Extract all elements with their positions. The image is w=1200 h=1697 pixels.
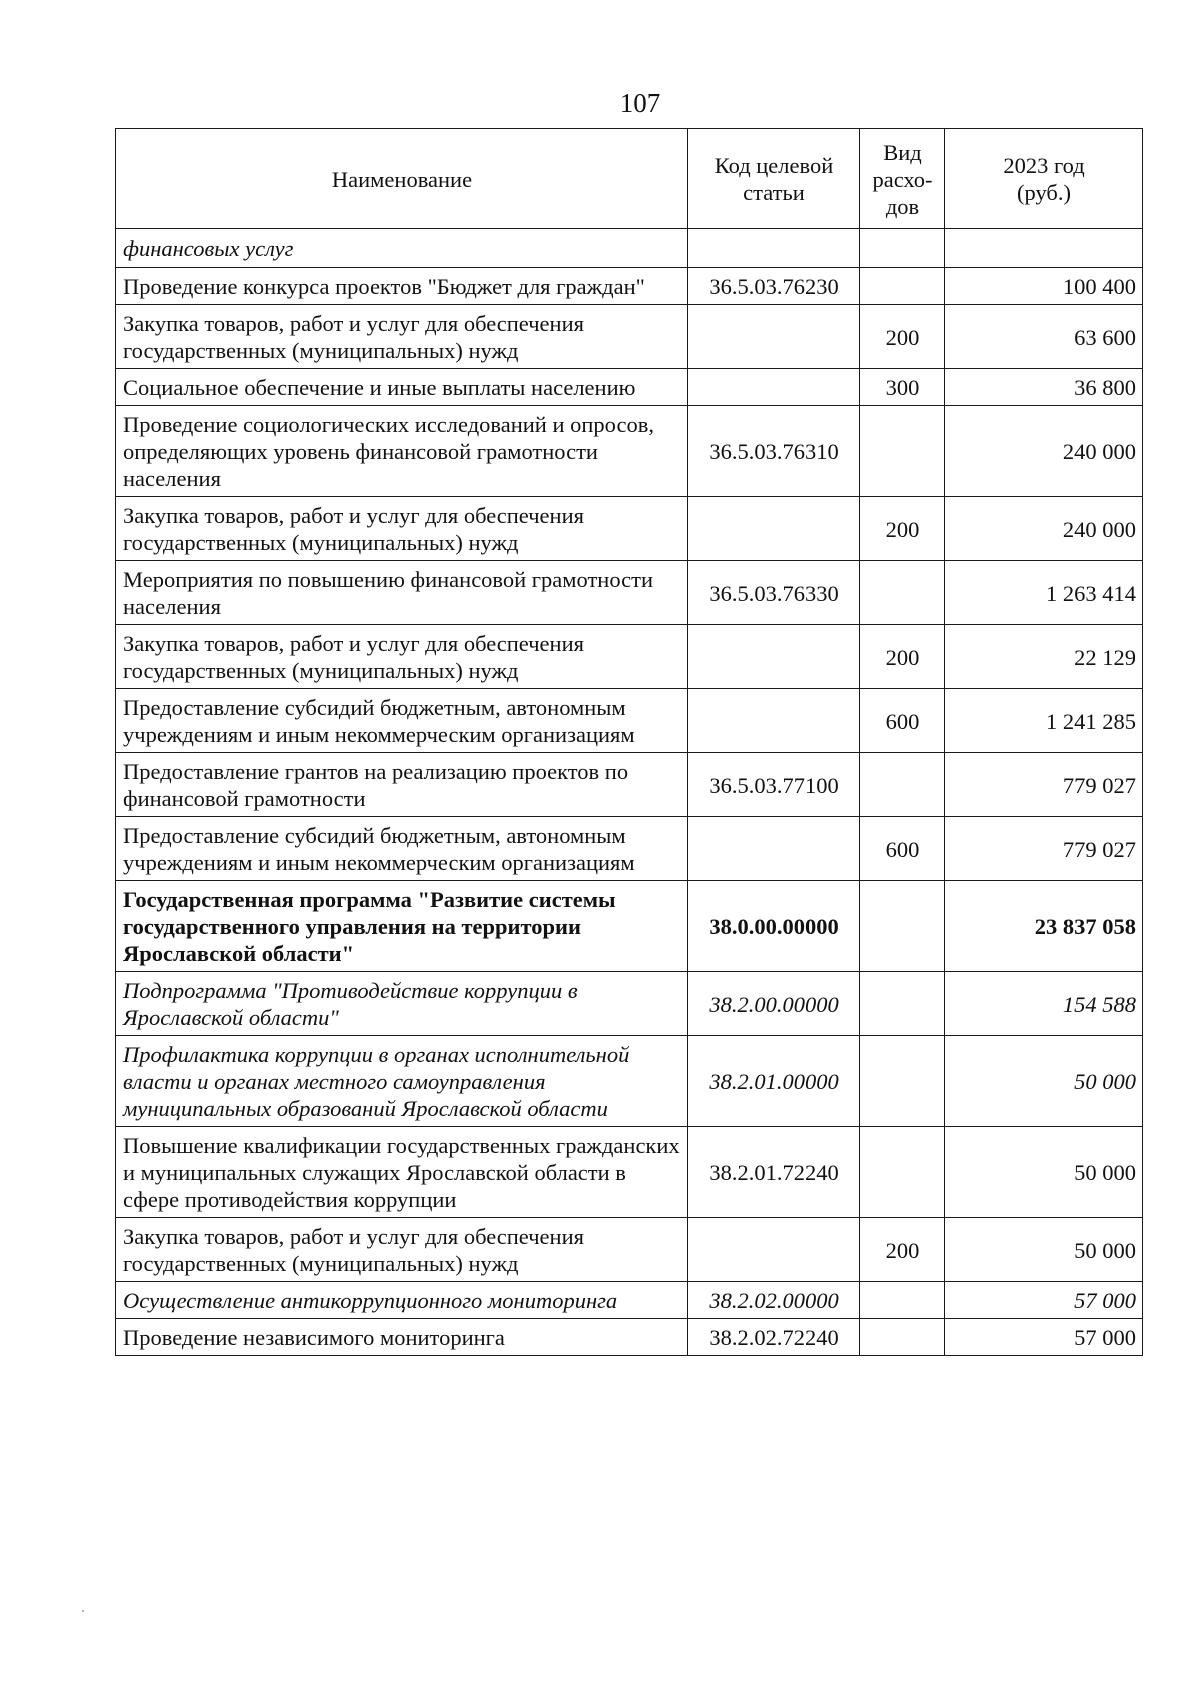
table-row: [116, 268, 1143, 305]
header-name-label: Наименование: [331, 166, 473, 192]
cell-name: Подпрограмма "Противодействие коррупции в Ярославской области": [116, 972, 688, 1036]
cell-kind: [860, 972, 945, 1036]
cell-amount: 57 000: [945, 1282, 1143, 1319]
cell-code: 38.0.00.00000: [688, 881, 860, 972]
table-row: [116, 229, 1143, 268]
cell-amount: 240 000: [945, 497, 1143, 561]
cell-code: [688, 305, 860, 369]
cell-code: 38.2.02.00000: [688, 1282, 860, 1319]
cell-code: [688, 229, 860, 268]
table-row: [116, 497, 1143, 561]
table-row: [116, 406, 1143, 497]
header-kind: Вид расхо- дов: [860, 129, 945, 229]
cell-amount: 50 000: [945, 1218, 1143, 1282]
table-body: [116, 229, 1143, 1356]
table-row: [116, 1127, 1143, 1218]
cell-kind: [860, 561, 945, 625]
table-row: [116, 369, 1143, 406]
cell-name: Мероприятия по повышению финансовой грамотности населения: [116, 561, 688, 625]
cell-amount: 1 263 414: [945, 561, 1143, 625]
cell-amount: 100 400: [945, 268, 1143, 305]
header-name: [116, 129, 688, 229]
scan-speck: [82, 1610, 84, 1612]
page-number: 107: [619, 88, 661, 118]
cell-code: [688, 817, 860, 881]
cell-name: Проведение независимого мониторинга: [116, 1319, 688, 1356]
cell-kind: 200: [860, 1218, 945, 1282]
cell-kind: 600: [860, 689, 945, 753]
cell-kind: 200: [860, 305, 945, 369]
cell-kind: [860, 1036, 945, 1127]
cell-amount: 23 837 058: [945, 881, 1143, 972]
cell-code: [688, 369, 860, 406]
table-row: [116, 753, 1143, 817]
cell-code: 38.2.01.00000: [688, 1036, 860, 1127]
cell-kind: 200: [860, 625, 945, 689]
cell-amount: 36 800: [945, 369, 1143, 406]
cell-amount: 779 027: [945, 753, 1143, 817]
cell-name: Закупка товаров, работ и услуг для обеспечения государственных (муниципальных) нужд: [116, 497, 688, 561]
cell-name: Закупка товаров, работ и услуг для обеспечения государственных (муниципальных) нужд: [116, 625, 688, 689]
table-row: [116, 1218, 1143, 1282]
cell-kind: [860, 881, 945, 972]
cell-code: [688, 689, 860, 753]
cell-kind: [860, 229, 945, 268]
cell-name: финансовых услуг: [116, 229, 688, 268]
cell-amount: 240 000: [945, 406, 1143, 497]
table-header-row: [116, 129, 1143, 229]
cell-amount: 50 000: [945, 1127, 1143, 1218]
cell-code: 38.2.00.00000: [688, 972, 860, 1036]
cell-name: Проведение конкурса проектов "Бюджет для граждан": [116, 268, 688, 305]
cell-name: Закупка товаров, работ и услуг для обеспечения государственных (муниципальных) нужд: [116, 305, 688, 369]
cell-name: Повышение квалификации государственных гражданских и муниципальных служащих Ярославской области в сфере противодействия коррупции: [116, 1127, 688, 1218]
header-amount: 2023 год (руб.): [945, 129, 1143, 229]
table-row: [116, 625, 1143, 689]
table-row: [116, 689, 1143, 753]
budget-table: [115, 128, 1143, 1356]
cell-code: 36.5.03.76230: [688, 268, 860, 305]
cell-code: 36.5.03.76310: [688, 406, 860, 497]
cell-name: Социальное обеспечение и иные выплаты населению: [116, 369, 688, 406]
table-row: [116, 1282, 1143, 1319]
table-row: [116, 972, 1143, 1036]
cell-code: [688, 625, 860, 689]
cell-amount: 63 600: [945, 305, 1143, 369]
table-row: [116, 1036, 1143, 1127]
cell-kind: [860, 406, 945, 497]
cell-code: 38.2.01.72240: [688, 1127, 860, 1218]
cell-name: Предоставление субсидий бюджетным, автономным учреждениям и иным некоммерческим организациям: [116, 817, 688, 881]
cell-kind: 600: [860, 817, 945, 881]
cell-kind: [860, 1282, 945, 1319]
cell-kind: 200: [860, 497, 945, 561]
cell-name: Проведение социологических исследований и опросов, определяющих уровень финансовой грамотности населения: [116, 406, 688, 497]
table-row: [116, 817, 1143, 881]
cell-amount: 1 241 285: [945, 689, 1143, 753]
cell-kind: 300: [860, 369, 945, 406]
table-row: [116, 305, 1143, 369]
cell-code: 36.5.03.76330: [688, 561, 860, 625]
cell-code: 36.5.03.77100: [688, 753, 860, 817]
cell-amount: 154 588: [945, 972, 1143, 1036]
table-row: [116, 1319, 1143, 1356]
cell-amount: 22 129: [945, 625, 1143, 689]
cell-code: [688, 1218, 860, 1282]
cell-amount: 57 000: [945, 1319, 1143, 1356]
cell-name: Предоставление субсидий бюджетным, автономным учреждениям и иным некоммерческим организациям: [116, 689, 688, 753]
cell-kind: [860, 753, 945, 817]
cell-amount: 779 027: [945, 817, 1143, 881]
cell-name: Осуществление антикоррупционного мониторинга: [116, 1282, 688, 1319]
cell-amount: [945, 229, 1143, 268]
table-row: [116, 881, 1143, 972]
cell-name: Государственная программа "Развитие системы государственного управления на территории Ярославской области": [116, 881, 688, 972]
cell-kind: [860, 268, 945, 305]
cell-code: [688, 497, 860, 561]
cell-kind: [860, 1319, 945, 1356]
cell-amount: 50 000: [945, 1036, 1143, 1127]
header-code: Код целевой статьи: [688, 129, 860, 229]
cell-name: Закупка товаров, работ и услуг для обеспечения государственных (муниципальных) нужд: [116, 1218, 688, 1282]
cell-name: Профилактика коррупции в органах исполнительной власти и органах местного самоуправления муниципальных образований Ярославской области: [116, 1036, 688, 1127]
cell-name: Предоставление грантов на реализацию проектов по финансовой грамотности: [116, 753, 688, 817]
table-row: [116, 561, 1143, 625]
cell-code: 38.2.02.72240: [688, 1319, 860, 1356]
cell-kind: [860, 1127, 945, 1218]
